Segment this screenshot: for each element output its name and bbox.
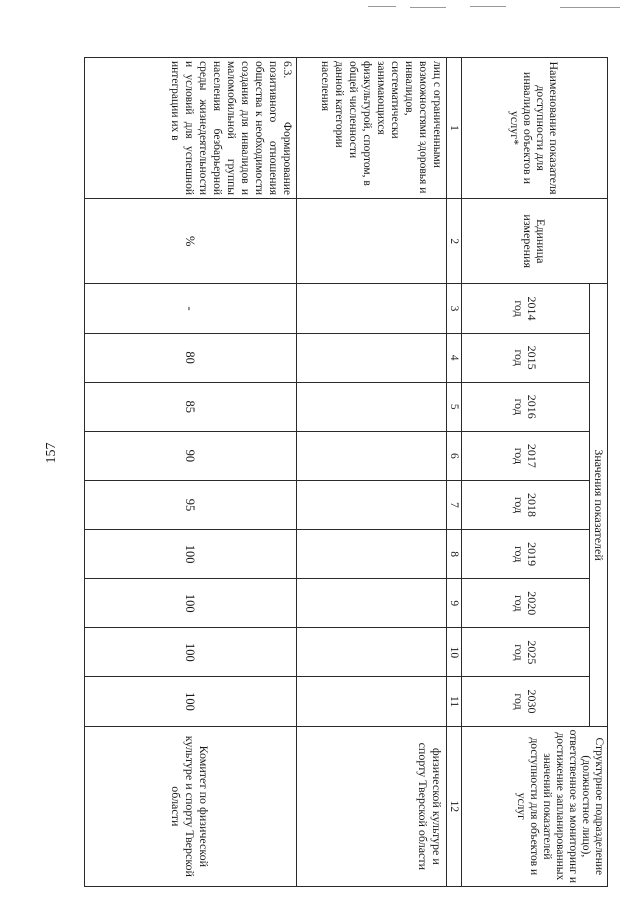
value-cell: 90: [85, 431, 297, 480]
value-cell: [297, 431, 447, 480]
value-cell: 95: [85, 480, 297, 529]
value-cell: [297, 579, 447, 628]
value-cell: [297, 677, 447, 726]
value-cell: 85: [85, 382, 297, 431]
responsible-cell: Комитет по физической культуре и спорту Тверской области: [85, 726, 297, 886]
scan-artifact-line: [410, 7, 446, 8]
column-number: 11: [447, 677, 462, 726]
rotated-table-container: [88, 57, 608, 887]
column-number: 9: [447, 579, 462, 628]
indicator-table: [84, 57, 608, 887]
table-row: [85, 58, 297, 887]
value-cell: 100: [85, 628, 297, 677]
column-number: 10: [447, 628, 462, 677]
column-number: 1: [447, 58, 462, 199]
header-year: 2020 год: [462, 579, 590, 628]
column-number: 6: [447, 431, 462, 480]
column-number: 8: [447, 530, 462, 579]
scan-artifact-line: [368, 6, 396, 7]
table-row: [297, 58, 447, 887]
value-cell: -: [85, 284, 297, 333]
scan-artifact-line: [470, 6, 506, 7]
page-number: 157: [44, 442, 59, 464]
responsible-cell: физической культуре и спорту Тверской области: [297, 726, 447, 886]
value-cell: 100: [85, 579, 297, 628]
header-unit: Единица измерения: [462, 199, 608, 284]
scan-artifact-line: [560, 7, 620, 8]
column-number: 12: [447, 726, 462, 886]
value-cell: [297, 382, 447, 431]
value-cell: 100: [85, 677, 297, 726]
column-number: 2: [447, 199, 462, 284]
header-year: 2015 год: [462, 333, 590, 382]
header-values-group: Значения показателей: [590, 284, 608, 726]
header-year: 2014 год: [462, 284, 590, 333]
value-cell: [297, 333, 447, 382]
header-year: 2030 год: [462, 677, 590, 726]
header-year: 2016 год: [462, 382, 590, 431]
header-year: 2017 год: [462, 431, 590, 480]
column-number: 5: [447, 382, 462, 431]
value-cell: 80: [85, 333, 297, 382]
value-cell: [297, 480, 447, 529]
column-number: 7: [447, 480, 462, 529]
column-number: 4: [447, 333, 462, 382]
value-cell: [297, 628, 447, 677]
header-year: 2018 год: [462, 480, 590, 529]
header-year: 2019 год: [462, 530, 590, 579]
column-number: 3: [447, 284, 462, 333]
indicator-name-cell: 6.3. Формирование позитивного отношения общества к необходимости создания для инвалидов и маломобильной группы населения безбарьерной среды жизнедеятельности и условий для успешной интеграции их в: [85, 58, 297, 199]
indicator-table-rotated: [88, 57, 608, 887]
header-indicator-name: Наименование показателя доступности для инвалидов объектов и услуг*: [462, 58, 608, 199]
value-cell: [297, 530, 447, 579]
header-responsible: Структурное подразделение (должностное лицо), ответственное за мониторинг и достижение запланированных значений показателей доступности для объектов и услуг: [462, 726, 608, 886]
value-cell: 100: [85, 530, 297, 579]
unit-cell: [297, 199, 447, 284]
unit-cell: %: [85, 199, 297, 284]
value-cell: [297, 284, 447, 333]
indicator-name-cell: лиц с ограниченными возможностями здоровья и инвалидов, систематически занимающихся физкультурой, спортом, в общей численности данной категории населения: [297, 58, 447, 199]
header-year: 2025 год: [462, 628, 590, 677]
